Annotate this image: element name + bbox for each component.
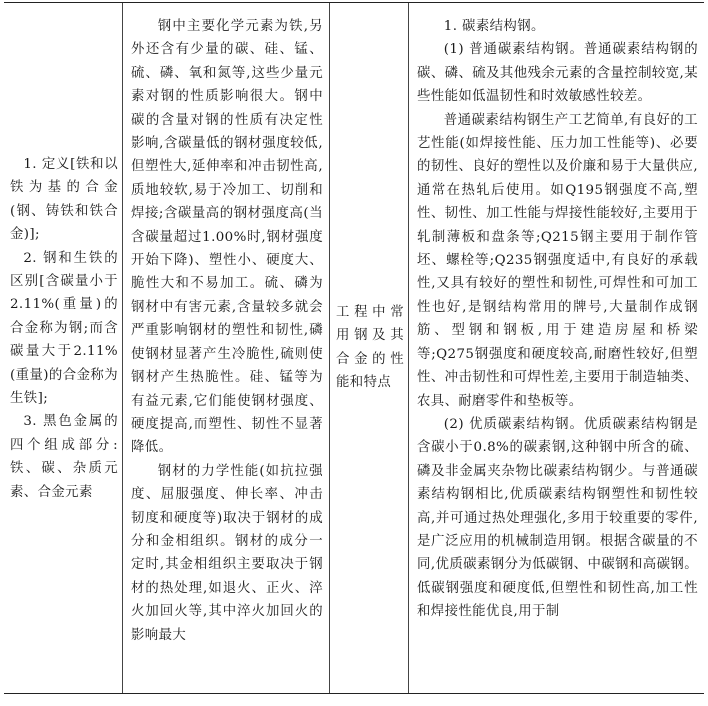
- details-paragraph: 普通碳素结构钢生产工艺简单,有良好的工艺性能(如焊接性能、压力加工性能等)、必要的韧性、良好的塑性以及价廉和易于大量供应,通常在热轧后使用。如Q195钢强度不高,塑性、韧性、加工性能与焊接性能较好,主要用于轧制薄板和盘条等;Q215钢主要用于制作管坯、螺栓等;Q235钢强度适中,有良好的承载性,又具有较好的塑性和韧性,可焊性和可加工性也好,是钢结构常用的牌号,大量制作成钢筋、型钢和钢板,用于建造房屋和桥梁等;Q275钢强度和硬度较高,耐磨性较好,但塑性、冲击韧性和可焊性差,主要用于制造轴类、农具、耐磨零件和垫板等。: [417, 112, 698, 409]
- topic-label: 工程中常用钢及其合金的性能和特点: [336, 305, 404, 391]
- content-table: [4, 2, 704, 694]
- topic-column: [329, 3, 408, 693]
- definition-paragraph: 3. 黑色金属的四个组成部分:铁、碳、杂质元素、合金元素: [10, 414, 118, 500]
- definition-paragraph: 1. 定义[铁和以铁为基的合金(钢、铸铁和铁合金)];: [10, 157, 118, 243]
- definition-column: [4, 3, 122, 693]
- details-paragraph: (1) 普通碳素结构钢。普通碳素结构钢的碳、磷、硫及其他残余元素的含量控制较宽,某些性能如低温韧性和时效敏感性较差。: [417, 42, 698, 105]
- details-cell: [417, 15, 698, 624]
- composition-cell: [131, 15, 323, 647]
- topic-cell: [336, 301, 404, 395]
- details-paragraph: 1. 碳素结构钢。: [443, 19, 545, 34]
- details-column: [408, 3, 704, 693]
- composition-paragraph: 钢材的力学性能(如抗拉强度、屈服强度、伸长率、冲击韧度和硬度等)取决于钢材的成分和金相组织。钢材的成分一定时,其金相组织主要取决于钢材的热处理,如退火、正火、淬火加回火等,其中淬火加回火的影响最大: [131, 463, 323, 643]
- composition-paragraph: 钢中主要化学元素为铁,另外还含有少量的碳、硅、锰、硫、磷、氧和氮等,这些少量元素对钢的性质影响很大。钢中碳的含量对钢的性质有决定性影响,含碳量低的钢材强度较低,但塑性大,延伸率和冲击韧性高,质地较软,易于冷加工、切削和焊接;含碳量高的钢材强度高(当含碳量超过1.00%时,钢材强度开始下降)、塑性小、硬度大、脆性大和不易加工。硫、磷为钢材中有害元素,含量较多就会严重影响钢材的塑性和韧性,磷使钢材显著产生冷脆性,硫则使钢材产生热脆性。硅、锰等为有益元素,它们能使钢材强度、硬度提高,而塑性、韧性不显著降低。: [131, 19, 323, 456]
- composition-column: [122, 3, 329, 693]
- definition-paragraph: 2. 钢和生铁的区别[含碳量小于2.11%(重量)的合金称为钢;而含碳量大于2.11%(重量)的合金称为生铁];: [10, 250, 118, 407]
- details-paragraph: (2) 优质碳素结构钢。优质碳素结构钢是含碳小于0.8%的碳素钢,这种钢中所含的硫、磷及非金属夹杂物比碳素结构钢少。与普通碳素结构钢相比,优质碳素结构钢塑性和韧性较高,并可通过热处理强化,多用于较重要的零件,是广泛应用的机械制造用钢。根据含碳量的不同,优质碳素钢分为低碳钢、中碳钢和高碳钢。低碳钢强度和硬度低,但塑性和韧性高,加工性和焊接性能优良,用于制: [417, 416, 698, 620]
- definition-cell: [10, 153, 118, 504]
